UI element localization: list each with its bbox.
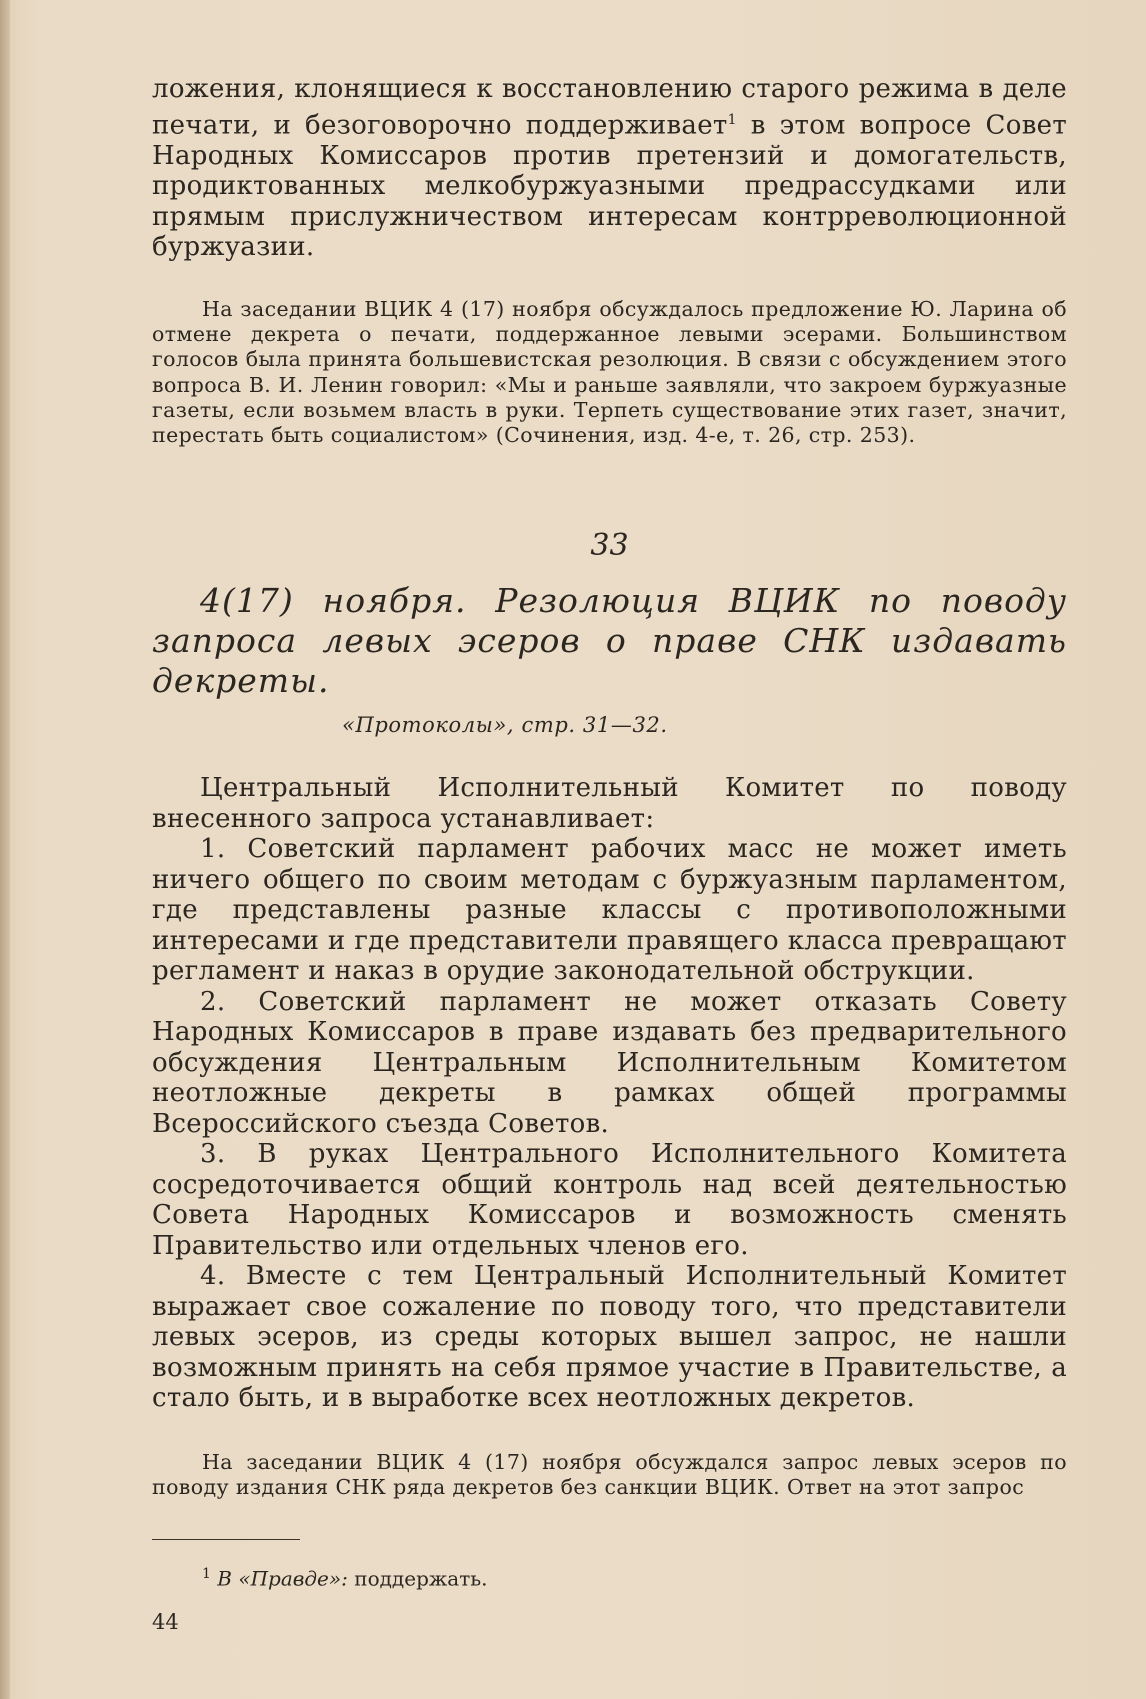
continued-paragraph-text: ложения, клонящиеся к восстановлению старого режима в деле печати, и безоговорочно поддерживает xyxy=(152,74,1067,141)
book-spine-shadow xyxy=(0,0,10,1699)
footnote-divider xyxy=(152,1539,300,1540)
continued-paragraph-rest: в этом вопросе Совет Народных Комиссаров против претензий и домогательств, продиктованных мелкобуржуазными предрассудками или прямым прислужничеством интересам контрреволюционной буржуазии. xyxy=(152,110,1067,263)
resolution-point-2: 2. Советский парламент не может отказать Совету Народных Комиссаров в праве издавать без предварительного обсуждения Центральным Исполнительным Комитетом неотложные декреты в рамках общей программы Всероссийского съезда Советов. xyxy=(152,986,1067,1139)
editor-note-2: На заседании ВЦИК 4 (17) ноября обсуждался запрос левых эсеров по поводу издания СНК ряда декретов без санкции ВЦИК. Ответ на этот запрос xyxy=(152,1449,1067,1500)
resolution-point-3: 3. В руках Центрального Исполнительного Комитета сосредоточивается общий контроль над всей деятельностью Совета Народных Комиссаров и возможность сменять Правительство или отдельных членов его. xyxy=(152,1139,1067,1261)
footnote xyxy=(152,1566,1067,1591)
footnote-mark: 1 xyxy=(727,111,737,128)
footnote-text: поддержать. xyxy=(354,1566,488,1591)
resolution-point-4: 4. Вместе с тем Центральный Исполнительный Комитет выражает свое сожаление по поводу того, что представители левых эсеров, из среды которых вышел запрос, не нашли возможным принять на себя прямое участие в Правительстве, а стало быть, и в выработке всех неотложных декретов. xyxy=(152,1261,1067,1414)
document-source: «Протоколы», стр. 31—32. xyxy=(342,713,668,738)
resolution-intro: Центральный Исполнительный Комитет по поводу внесенного запроса устанавливает: xyxy=(152,773,1067,834)
page-number: 44 xyxy=(152,1610,179,1635)
resolution-body xyxy=(152,773,1067,1414)
document-title: 4(17) ноября. Резолюция ВЦИК по поводу запроса левых эсеров о праве СНК издавать декреты. xyxy=(152,581,1067,701)
footnote-number: 1 xyxy=(202,1565,211,1582)
page-content xyxy=(152,74,1067,1634)
footnote-source: В «Правде»: xyxy=(217,1566,348,1591)
resolution-point-1: 1. Советский парламент рабочих масс не может иметь ничего общего по своим методам с буржуазным парламентом, где представлены разные классы с противоположными интересами и где представители правящего класса превращают регламент и наказ в орудие законодательной обструкции. xyxy=(152,834,1067,987)
continued-paragraph xyxy=(152,74,1067,263)
document-number: 33 xyxy=(590,528,629,564)
editor-note-1: На заседании ВЦИК 4 (17) ноября обсуждалось предложение Ю. Ларина об отмене декрета о печати, поддержанное левыми эсерами. Большинством голосов была принята большевистская резолюция. В связи с обсуждением этого вопроса В. И. Ленин говорил: «Мы и раньше заявляли, что закроем буржуазные газеты, если возьмем власть в руки. Терпеть существование этих газет, значит, перестать быть социалистом» (Сочинения, изд. 4-е, т. 26, стр. 253). xyxy=(152,296,1067,448)
